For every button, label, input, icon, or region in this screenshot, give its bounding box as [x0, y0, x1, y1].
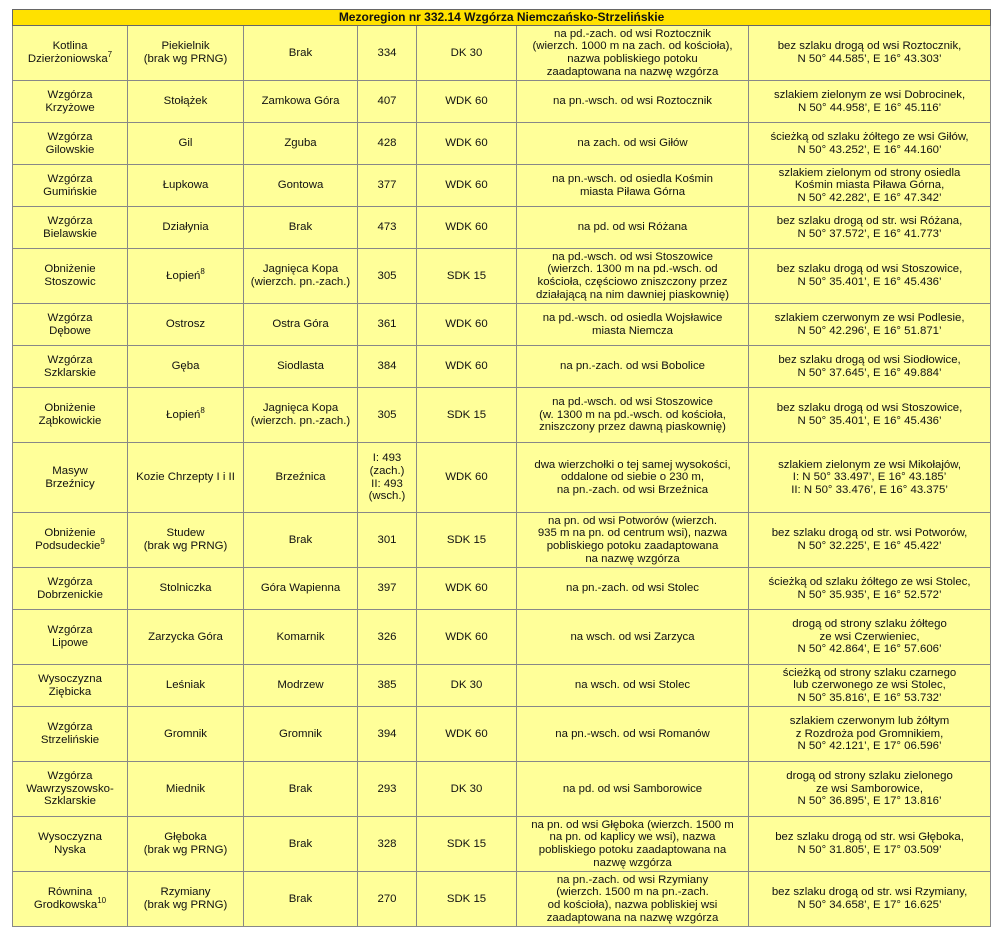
- mesoregion-cell: [13, 388, 128, 443]
- region-header: Mezoregion nr 332.14 Wzgórza Niemczańsko-Strzelińskie: [13, 10, 991, 26]
- table-row: [13, 762, 991, 817]
- access-text: szlakiem czerwonym ze wsi Podlesie, N 50° 42.296’, E 16° 51.871’: [774, 311, 965, 337]
- access-text: ścieżką od szlaku żółtego ze wsi Giłów, N 50° 43.252’, E 16° 44.160’: [770, 130, 969, 156]
- summit-name-cell: [128, 610, 244, 665]
- alt-name-cell: [244, 26, 358, 81]
- elevation-text: 384: [377, 360, 397, 373]
- location-text: na pd. od wsi Różana: [577, 221, 688, 234]
- category-cell: [417, 346, 517, 388]
- footnote-ref[interactable]: 8: [200, 405, 205, 415]
- access-cell: [749, 872, 991, 927]
- summit-name-text: Gromnik: [163, 727, 208, 740]
- alt-name-text: Zamkowa Góra: [261, 95, 340, 108]
- category-text: WDK 60: [445, 471, 488, 484]
- summit-name-cell: [128, 872, 244, 927]
- alt-name-cell: [244, 249, 358, 304]
- category-text: WDK 60: [445, 582, 488, 595]
- elevation-cell: [358, 26, 417, 81]
- mesoregion-text: Kotlina Dzierżoniowska: [27, 40, 108, 65]
- alt-name-text: Góra Wapienna: [260, 582, 341, 595]
- summit-name-cell: [128, 249, 244, 304]
- table-row: [13, 388, 991, 443]
- table-row: [13, 26, 991, 81]
- location-cell: [517, 817, 749, 872]
- location-cell: [517, 443, 749, 513]
- summit-name-cell: [128, 165, 244, 207]
- summit-name-text: Ostrosz: [165, 318, 206, 331]
- table-row: [13, 165, 991, 207]
- mesoregion-cell: [13, 872, 128, 927]
- access-cell: [749, 123, 991, 165]
- access-cell: [749, 249, 991, 304]
- location-text: na pn.-zach. od wsi Bobolice: [560, 360, 705, 373]
- elevation-cell: [358, 388, 417, 443]
- summit-name-cell: [128, 304, 244, 346]
- table-row: [13, 81, 991, 123]
- location-cell: [517, 610, 749, 665]
- summit-name-text: Stołążek: [163, 95, 208, 108]
- table-row: [13, 513, 991, 568]
- mesoregion-text: Wzgórza Szklarskie: [44, 353, 96, 379]
- access-cell: [749, 817, 991, 872]
- alt-name-cell: [244, 346, 358, 388]
- access-cell: [749, 568, 991, 610]
- alt-name-cell: [244, 165, 358, 207]
- alt-name-text: Brzeźnica: [275, 471, 326, 484]
- footnote-ref[interactable]: 10: [97, 896, 107, 906]
- access-cell: [749, 762, 991, 817]
- elevation-cell: [358, 707, 417, 762]
- category-cell: [417, 872, 517, 927]
- location-cell: [517, 81, 749, 123]
- elevation-text: 397: [377, 582, 397, 595]
- category-text: SDK 15: [446, 269, 487, 282]
- alt-name-cell: [244, 610, 358, 665]
- elevation-cell: [358, 443, 417, 513]
- category-text: WDK 60: [445, 221, 488, 234]
- elevation-cell: [358, 249, 417, 304]
- mesoregion-cell: [13, 249, 128, 304]
- footnote-ref[interactable]: 9: [100, 537, 105, 547]
- summit-name-text: Gęba: [171, 360, 200, 373]
- access-text: szlakiem zielonym ze wsi Dobrocinek, N 50° 44.958’, E 16° 45.116’: [773, 88, 966, 114]
- alt-name-cell: [244, 817, 358, 872]
- summit-name-text: Rzymiany (brak wg PRNG): [143, 886, 228, 911]
- category-text: WDK 60: [445, 95, 488, 108]
- access-text: bez szlaku drogą od wsi Siodłowice, N 50° 37.645’, E 16° 49.884’: [778, 353, 961, 379]
- location-text: na pn.-zach. od wsi Rzymiany (wierzch. 1500 m na pn.-zach. od kościoła), nazwa pobliskiej wsi zaadaptowana na nazwę wzgórza: [546, 873, 719, 924]
- access-cell: [749, 388, 991, 443]
- summit-name-cell: [128, 707, 244, 762]
- alt-name-cell: [244, 81, 358, 123]
- access-cell: [749, 513, 991, 568]
- category-text: WDK 60: [445, 360, 488, 373]
- mesoregion-text: Wzgórza Dębowe: [47, 311, 93, 337]
- location-text: na pn. od wsi Potworów (wierzch. 935 m na pn. od centrum wsi), nazwa pobliskiego potoku zaadaptowana na nazwę wzgórza: [537, 514, 728, 565]
- category-text: DK 30: [450, 782, 483, 795]
- mesoregion-text: Wzgórza Krzyżowe: [45, 88, 95, 114]
- table-body: [13, 26, 991, 927]
- elevation-cell: [358, 513, 417, 568]
- summit-name-cell: [128, 26, 244, 81]
- elevation-text: 385: [377, 679, 397, 692]
- category-cell: [417, 443, 517, 513]
- mesoregion-cell: [13, 123, 128, 165]
- elevation-text: 305: [377, 269, 397, 282]
- access-cell: [749, 707, 991, 762]
- alt-name-cell: [244, 388, 358, 443]
- elevation-cell: [358, 123, 417, 165]
- category-cell: [417, 26, 517, 81]
- mesoregion-cell: [13, 81, 128, 123]
- summit-name-cell: [128, 443, 244, 513]
- location-text: na pd.-zach. od wsi Roztocznik (wierzch. 1000 m na zach. od kościoła), nazwa pobliskiego potoku zaadaptowana na nazwę wzgórza: [532, 27, 733, 78]
- location-cell: [517, 707, 749, 762]
- mesoregion-cell: [13, 207, 128, 249]
- mesoregion-cell: [13, 443, 128, 513]
- summit-name-text: Łopień: [166, 269, 201, 282]
- summit-name-text: Zarzycka Góra: [148, 630, 223, 643]
- category-text: SDK 15: [446, 892, 487, 905]
- location-cell: [517, 388, 749, 443]
- location-text: na pd.-wsch. od wsi Stoszowice (w. 1300 m na pd.-wsch. od kościoła, zniszczony przez dawną piaskownię): [539, 396, 726, 434]
- location-text: na wsch. od wsi Stolec: [574, 679, 691, 692]
- access-cell: [749, 665, 991, 707]
- mesoregion-cell: [13, 513, 128, 568]
- mesoregion-text: Masyw Brzeźnicy: [45, 464, 95, 490]
- access-cell: [749, 81, 991, 123]
- location-cell: [517, 568, 749, 610]
- alt-name-text: Jagnięca Kopa (wierzch. pn.-zach.): [250, 402, 351, 427]
- elevation-cell: [358, 81, 417, 123]
- mesoregion-cell: [13, 165, 128, 207]
- category-text: WDK 60: [445, 318, 488, 331]
- category-text: DK 30: [450, 679, 483, 692]
- access-cell: [749, 346, 991, 388]
- alt-name-text: Gromnik: [278, 727, 323, 740]
- alt-name-text: Brak: [288, 533, 313, 546]
- access-text: bez szlaku drogą od str. wsi Rzymiany, N 50° 34.658’, E 17° 16.625’: [771, 886, 968, 911]
- category-text: SDK 15: [446, 408, 487, 421]
- alt-name-text: Brak: [288, 782, 313, 795]
- mesoregion-cell: [13, 26, 128, 81]
- table-wrapper: [12, 9, 990, 927]
- access-cell: [749, 26, 991, 81]
- alt-name-text: Zguba: [284, 137, 317, 150]
- summit-name-text: Miednik: [165, 782, 206, 795]
- footnote-ref[interactable]: 7: [107, 50, 113, 60]
- table-row: [13, 610, 991, 665]
- table-row: [13, 872, 991, 927]
- summit-name-text: Działynia: [162, 221, 209, 234]
- location-text: na zach. od wsi Giłów: [577, 137, 688, 150]
- category-cell: [417, 568, 517, 610]
- category-cell: [417, 249, 517, 304]
- summit-name-text: Studew (brak wg PRNG): [143, 527, 228, 552]
- alt-name-text: Gontowa: [277, 179, 324, 192]
- category-cell: [417, 123, 517, 165]
- access-text: ścieżką od strony szlaku czarnego lub czerwonego ze wsi Stolec, N 50° 35.816’, E 16° 53.732’: [782, 666, 957, 704]
- alt-name-cell: [244, 207, 358, 249]
- location-cell: [517, 762, 749, 817]
- location-text: dwa wierzchołki o tej samej wysokości, oddalone od siebie o 230 m, na pn.-zach. od wsi Brzeźnica: [534, 458, 731, 496]
- alt-name-text: Brak: [288, 46, 313, 59]
- access-cell: [749, 443, 991, 513]
- location-text: na pn.-zach. od wsi Stolec: [566, 582, 699, 595]
- summit-name-text: Łupkowa: [162, 179, 209, 192]
- elevation-text: 326: [377, 630, 397, 643]
- location-text: na pn.-wsch. od wsi Romanów: [555, 727, 710, 740]
- elevation-cell: [358, 207, 417, 249]
- summit-name-text: Piekielnik (brak wg PRNG): [143, 40, 228, 65]
- location-cell: [517, 513, 749, 568]
- table-row: [13, 207, 991, 249]
- category-cell: [417, 207, 517, 249]
- mesoregion-text: Wysoczyzna Nyska: [38, 831, 102, 856]
- alt-name-cell: [244, 513, 358, 568]
- elevation-text: 334: [377, 46, 397, 59]
- access-text: bez szlaku drogą od wsi Roztocznik, N 50° 44.585’, E 16° 43.303’: [777, 40, 962, 65]
- summit-name-cell: [128, 513, 244, 568]
- summit-name-text: Głęboka (brak wg PRNG): [143, 831, 228, 856]
- summit-name-cell: [128, 346, 244, 388]
- category-cell: [417, 817, 517, 872]
- alt-name-cell: [244, 762, 358, 817]
- location-cell: [517, 26, 749, 81]
- location-cell: [517, 872, 749, 927]
- category-text: WDK 60: [445, 179, 488, 192]
- category-text: DK 30: [450, 46, 483, 59]
- alt-name-cell: [244, 304, 358, 346]
- access-text: bez szlaku drogą od str. wsi Różana, N 50° 37.572’, E 16° 41.773’: [776, 214, 963, 240]
- table-row: [13, 665, 991, 707]
- access-cell: [749, 207, 991, 249]
- elevation-text: 301: [377, 533, 397, 546]
- elevation-cell: [358, 872, 417, 927]
- category-text: WDK 60: [445, 137, 488, 150]
- table-row: [13, 817, 991, 872]
- category-cell: [417, 665, 517, 707]
- mesoregion-text: Wzgórza Wawrzyszowsko- Szklarskie: [26, 770, 114, 808]
- mesoregion-text: Obniżenie Ząbkowickie: [38, 402, 102, 427]
- mesoregion-text: Wzgórza Gumińskie: [43, 172, 97, 198]
- location-cell: [517, 249, 749, 304]
- alt-name-text: Komarnik: [276, 630, 325, 643]
- mesoregion-cell: [13, 568, 128, 610]
- elevation-cell: [358, 665, 417, 707]
- alt-name-cell: [244, 665, 358, 707]
- location-cell: [517, 346, 749, 388]
- location-text: na pd. od wsi Samborowice: [562, 782, 703, 795]
- elevation-text: 407: [377, 95, 397, 108]
- location-cell: [517, 207, 749, 249]
- access-text: bez szlaku drogą od str. wsi Potworów, N 50° 32.225’, E 16° 45.422’: [771, 527, 968, 552]
- access-cell: [749, 610, 991, 665]
- summit-name-cell: [128, 388, 244, 443]
- mesoregion-text: Wzgórza Lipowe: [47, 624, 93, 649]
- elevation-text: 394: [377, 727, 397, 740]
- table-row: [13, 568, 991, 610]
- mesoregion-cell: [13, 817, 128, 872]
- alt-name-cell: [244, 568, 358, 610]
- alt-name-cell: [244, 123, 358, 165]
- location-text: na wsch. od wsi Zarzyca: [570, 630, 695, 643]
- category-cell: [417, 304, 517, 346]
- mesoregion-text: Obniżenie Podsudeckie: [35, 527, 101, 552]
- access-text: szlakiem zielonym od strony osiedla Kośmin miasta Piława Górna, N 50° 42.282’, E 16° 47.342’: [778, 166, 961, 204]
- mesoregion-text: Wzgórza Dobrzenickie: [37, 575, 103, 601]
- mesoregion-cell: [13, 304, 128, 346]
- access-cell: [749, 304, 991, 346]
- elevation-cell: [358, 610, 417, 665]
- elevation-cell: [358, 817, 417, 872]
- summit-name-cell: [128, 762, 244, 817]
- table-row: [13, 249, 991, 304]
- summit-name-text: Gil: [178, 137, 193, 150]
- summit-name-cell: [128, 665, 244, 707]
- alt-name-text: Modrzew: [277, 679, 324, 692]
- access-text: bez szlaku drogą od str. wsi Głęboka, N 50° 31.805’, E 17° 03.509’: [775, 831, 964, 856]
- location-cell: [517, 165, 749, 207]
- table-row: [13, 443, 991, 513]
- access-text: drogą od strony szlaku zielonego ze wsi Samborowice, N 50° 36.895’, E 17° 13.816’: [786, 770, 953, 808]
- alt-name-text: Ostra Góra: [272, 318, 329, 331]
- access-text: bez szlaku drogą od wsi Stoszowice, N 50° 35.401’, E 16° 45.436’: [776, 402, 963, 427]
- mesoregion-cell: [13, 762, 128, 817]
- table-row: [13, 304, 991, 346]
- access-text: ścieżką od szlaku żółtego ze wsi Stolec, N 50° 35.935’, E 16° 52.572’: [768, 575, 971, 601]
- elevation-text: 293: [377, 782, 397, 795]
- access-cell: [749, 165, 991, 207]
- alt-name-text: Brak: [288, 837, 313, 850]
- summit-name-cell: [128, 568, 244, 610]
- summit-name-cell: [128, 123, 244, 165]
- elevation-text: 270: [377, 892, 397, 905]
- mesoregion-text: Równina Grodkowska: [33, 886, 98, 911]
- elevation-text: 328: [377, 837, 397, 850]
- location-cell: [517, 665, 749, 707]
- access-text: drogą od strony szlaku żółtego ze wsi Czerwieniec, N 50° 42.864’, E 16° 57.606’: [792, 618, 947, 656]
- mesoregion-text: Wzgórza Gilowskie: [45, 130, 95, 156]
- alt-name-cell: [244, 707, 358, 762]
- mesoregion-cell: [13, 665, 128, 707]
- category-cell: [417, 388, 517, 443]
- alt-name-text: Brak: [288, 221, 313, 234]
- access-text: szlakiem czerwonym lub żółtym z Rozdroża pod Gromnikiem, N 50° 42.121’, E 17° 06.596’: [789, 715, 950, 753]
- category-cell: [417, 81, 517, 123]
- mesoregion-cell: [13, 707, 128, 762]
- location-cell: [517, 304, 749, 346]
- location-text: na pn.-wsch. od osiedla Kośmin miasta Piława Górna: [552, 172, 713, 198]
- elevation-cell: [358, 762, 417, 817]
- alt-name-text: Brak: [288, 892, 313, 905]
- summit-name-text: Kozie Chrzepty I i II: [136, 471, 235, 484]
- location-cell: [517, 123, 749, 165]
- location-text: na pd.-wsch. od wsi Stoszowice (wierzch. 1300 m na pd.-wsch. od kościoła, częściowo zniszczony przez działającą na nim dawniej piaskownię): [535, 250, 730, 301]
- summit-name-cell: [128, 81, 244, 123]
- footnote-ref[interactable]: 8: [200, 266, 205, 276]
- category-text: SDK 15: [446, 533, 487, 546]
- summit-name-text: Łopień: [166, 408, 201, 421]
- mesoregion-text: Wysoczyzna Ziębicka: [38, 672, 102, 698]
- alt-name-text: Jagnięca Kopa (wierzch. pn.-zach.): [250, 263, 351, 288]
- elevation-cell: [358, 346, 417, 388]
- alt-name-cell: [244, 872, 358, 927]
- alt-name-text: Siodlasta: [277, 360, 324, 373]
- alt-name-cell: [244, 443, 358, 513]
- table-row: [13, 123, 991, 165]
- elevation-text: 473: [377, 221, 397, 234]
- elevation-cell: [358, 304, 417, 346]
- elevation-text: I: 493 (zach.) II: 493 (wsch.): [368, 452, 406, 503]
- location-text: na pn. od wsi Głęboka (wierzch. 1500 m na pn. od kaplicy we wsi), nazwa pobliskiego potoku zaadaptowana na nazwę wzgórza: [531, 818, 734, 869]
- category-cell: [417, 165, 517, 207]
- category-text: WDK 60: [445, 727, 488, 740]
- elevation-text: 305: [377, 408, 397, 421]
- table-row: [13, 707, 991, 762]
- summit-name-cell: [128, 207, 244, 249]
- elevation-cell: [358, 165, 417, 207]
- summit-name-text: Leśniak: [165, 679, 206, 692]
- category-cell: [417, 610, 517, 665]
- table-row: [13, 346, 991, 388]
- summit-name-text: Stolniczka: [159, 582, 212, 595]
- mesoregion-text: Obniżenie Stoszowic: [44, 263, 96, 288]
- location-text: na pd.-wsch. od osiedla Wojsławice miasta Niemcza: [542, 311, 723, 337]
- category-cell: [417, 762, 517, 817]
- elevation-text: 377: [377, 179, 397, 192]
- mesoregion-text: Wzgórza Bielawskie: [43, 214, 97, 240]
- mesoregion-cell: [13, 346, 128, 388]
- category-cell: [417, 513, 517, 568]
- access-text: szlakiem zielonym ze wsi Mikołajów, I: N 50° 33.497’, E 16° 43.185’ II: N 50° 33.476’, E 16° 43.375’: [778, 458, 961, 496]
- elevation-text: 428: [377, 137, 397, 150]
- elevation-cell: [358, 568, 417, 610]
- mesoregion-cell: [13, 610, 128, 665]
- category-text: SDK 15: [446, 837, 487, 850]
- category-text: WDK 60: [445, 630, 488, 643]
- mesoregion-text: Wzgórza Strzelińskie: [40, 721, 100, 746]
- location-text: na pn.-wsch. od wsi Roztocznik: [553, 95, 712, 108]
- category-cell: [417, 707, 517, 762]
- elevation-text: 361: [377, 318, 397, 331]
- summit-table: [12, 9, 991, 927]
- summit-name-cell: [128, 817, 244, 872]
- access-text: bez szlaku drogą od wsi Stoszowice, N 50° 35.401’, E 16° 45.436’: [776, 263, 963, 288]
